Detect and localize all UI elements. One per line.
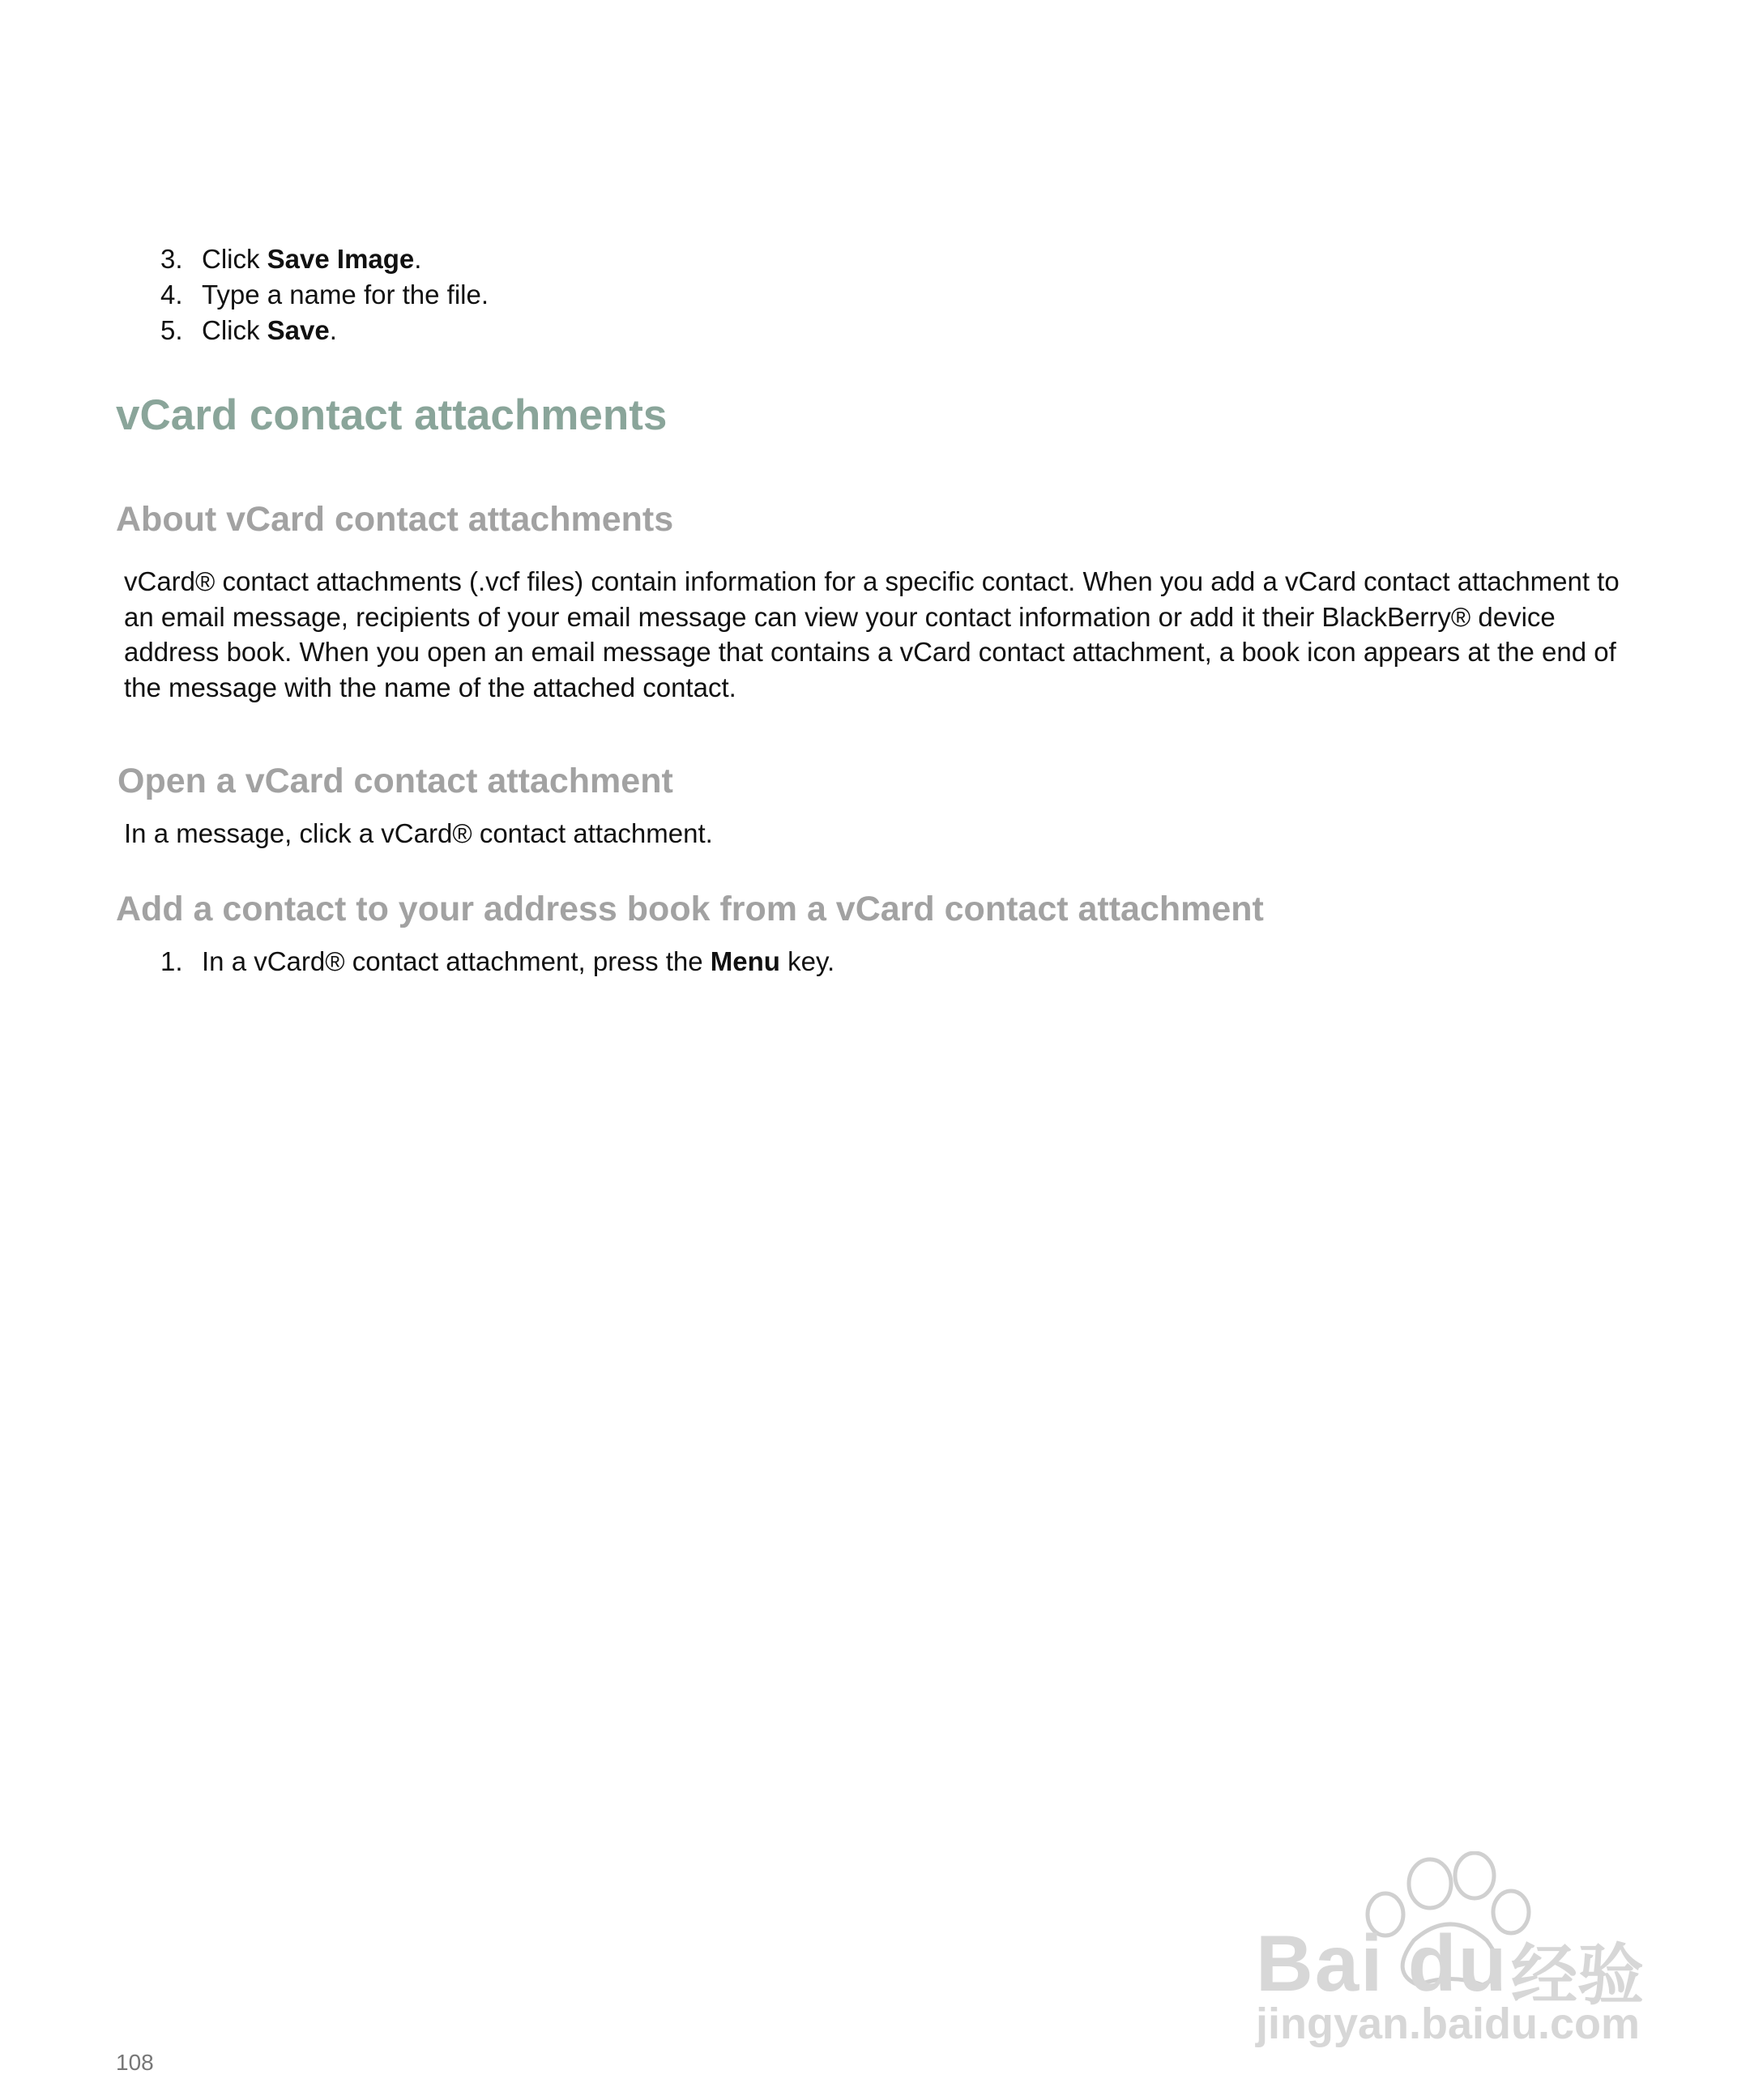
step-text-end: key. [779, 946, 835, 976]
step-text: Type a name for the file. [202, 280, 489, 309]
ui-label-bold: Menu [710, 946, 780, 976]
ui-label-bold: Save Image [267, 244, 415, 274]
step-text-end: . [414, 244, 422, 274]
page-number: 108 [116, 2050, 154, 2075]
about-paragraph: vCard® contact attachments (.vcf files) contain information for a specific contact. When you add a vCard contact attachment to an email message, recipients of your email message can view your contact information or add it their BlackBerry® device address book. When you open an email message that contains a vCard contact attachment, a book icon appears at the end of the message with the name of the attached contact. [124, 566, 1620, 702]
add-heading: Add a contact to your address book from a vCard contact attachment [116, 890, 1264, 928]
step-number: 1. [160, 946, 183, 976]
open-paragraph: In a message, click a vCard® contact attachment. [124, 818, 713, 848]
step-text: Click [202, 244, 267, 274]
watermark-brand: Bai du [1256, 1919, 1509, 2008]
step-text: Click [202, 315, 267, 345]
section-title: vCard contact attachments [116, 391, 668, 439]
step-number: 5. [160, 315, 183, 345]
open-heading: Open a vCard contact attachment [117, 762, 673, 800]
watermark-url: jingyan.baidu.com [1256, 2000, 1641, 2048]
step-number: 4. [160, 280, 183, 309]
ui-label-bold: Save [267, 315, 330, 345]
watermark-cn: 经验 [1511, 1939, 1645, 2012]
step-text: In a vCard® contact attachment, press the [202, 946, 711, 976]
step-text-end: . [329, 315, 337, 345]
step-number: 3. [160, 244, 183, 274]
about-heading: About vCard contact attachments [116, 500, 674, 539]
baidu-watermark [1252, 1851, 1673, 2046]
